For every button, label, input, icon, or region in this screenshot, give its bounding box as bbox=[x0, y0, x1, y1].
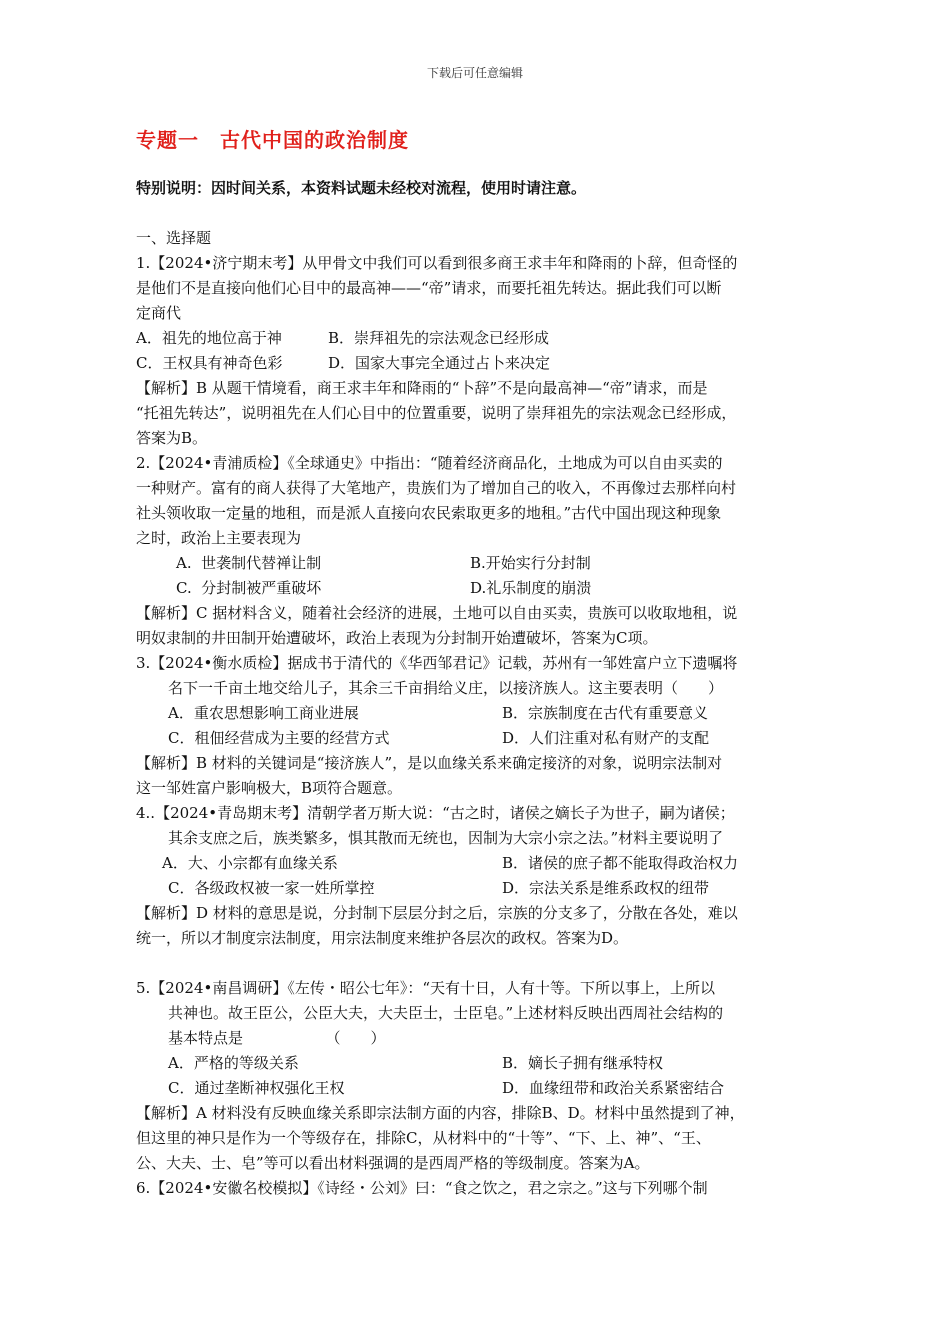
q3-option-d: D．人们注重对私有财产的支配 bbox=[502, 729, 710, 747]
page-header: 下载后可任意编辑 bbox=[426, 66, 523, 80]
document-title: 专题一 古代中国的政治制度 bbox=[136, 128, 409, 152]
q1-analysis-line: “托祖先转达”，说明祖先在人们心目中的位置重要，说明了崇拜祖先的宗法观念已经形成， bbox=[136, 404, 737, 422]
q2-option-b: B.开始实行分封制 bbox=[470, 554, 591, 572]
q4-options-row bbox=[136, 851, 826, 876]
q3-option-a: A．重农思想影响工商业进展 bbox=[168, 704, 359, 722]
q1-option-b: B．崇拜祖先的宗法观念已经形成 bbox=[328, 329, 550, 347]
q2-stem-line: 2.【2024•青浦质检】《全球通史》中指出：“随着经济商品化，土地成为可以自由买卖的 bbox=[136, 454, 723, 472]
q2-options-row bbox=[136, 576, 826, 601]
q5-stem-line: 5.【2024•南昌调研】《左传・昭公七年》：“天有十日，人有十等。下所以事上，上所以 bbox=[136, 979, 716, 997]
q3-analysis-line: 这一邹姓富户影响极大，B项符合题意。 bbox=[136, 779, 403, 797]
q1-options-row bbox=[136, 351, 826, 376]
q4-option-b: B．诸侯的庶子都不能取得政治权力 bbox=[502, 854, 739, 872]
q1-option-c: C．王权具有神奇色彩 bbox=[136, 354, 283, 372]
q5-analysis-line: 公、大夫、士、皂”等可以看出材料强调的是西周严格的等级制度。答案为A。 bbox=[136, 1154, 650, 1172]
q4-option-a: A．大、小宗都有血缘关系 bbox=[162, 854, 338, 872]
q4-analysis-line: 统一，所以才制度宗法制度，用宗法制度来维护各层次的政权。答案为D。 bbox=[136, 929, 629, 947]
q5-stem-line: 共神也。故王臣公，公臣大夫，大夫臣士，士臣皂。”上述材料反映出西周社会结构的 bbox=[168, 1004, 724, 1022]
q2-analysis-line: 明奴隶制的井田制开始遭破坏，政治上表现为分封制开始遭破坏，答案为C项。 bbox=[136, 629, 658, 647]
q1-analysis-line: 【解析】B 从题干情境看，商王求丰年和降雨的“卜辞”不是向最高神—“帝”请求，而是 bbox=[136, 379, 708, 397]
q2-option-a: A. 世袭制代替禅让制 bbox=[176, 554, 322, 572]
q1-options-row bbox=[136, 326, 826, 351]
document-body bbox=[136, 226, 826, 1201]
q2-analysis-line: 【解析】C 据材料含义，随着社会经济的进展，土地可以自由买卖，贵族可以收取地租，说 bbox=[136, 604, 738, 622]
q4-options-row bbox=[136, 876, 826, 901]
q4-stem-line: 4..【2024•青岛期末考】清朝学者万斯大说：“古之时，诸侯之嫡长子为世子，嗣为诸侯； bbox=[136, 804, 735, 822]
q5-options-row bbox=[136, 1051, 826, 1076]
q3-options-row bbox=[136, 726, 826, 751]
q6-stem-line: 6.【2024•安徽名校模拟】《诗经・公刘》曰：“食之饮之，君之宗之。”这与下列哪个制 bbox=[136, 1179, 708, 1197]
q1-analysis-line: 答案为B。 bbox=[136, 429, 208, 447]
q3-options-row bbox=[136, 701, 826, 726]
q4-stem-line: 其余支庶之后，族类繁多，惧其散而无统也，因制为大宗小宗之法。”材料主要说明了 bbox=[168, 829, 724, 847]
q1-option-d: D．国家大事完全通过占卜来决定 bbox=[328, 354, 551, 372]
q5-analysis-line: 但这里的神只是作为一个等级存在，排除C，从材料中的“十等”、“下、上、神”、“王、 bbox=[136, 1129, 711, 1147]
q5-analysis-line: 【解析】A 材料没有反映血缘关系即宗法制方面的内容，排除B、D。材料中虽然提到了神， bbox=[136, 1104, 745, 1122]
section-heading: 一、选择题 bbox=[136, 229, 212, 247]
q3-stem-line: 3.【2024•衡水质检】据成书于清代的《华西邹君记》记载，苏州有一邹姓富户立下遗嘱将 bbox=[136, 654, 738, 672]
q5-option-b: B．嫡长子拥有继承特权 bbox=[502, 1054, 664, 1072]
q3-analysis-line: 【解析】B 材料的关键词是“接济族人”，是以血缘关系来确定接济的对象，说明宗法制对 bbox=[136, 754, 723, 772]
q1-stem-line: 1.【2024•济宁期末考】从甲骨文中我们可以看到很多商王求丰年和降雨的卜辞，但奇怪的 bbox=[136, 254, 738, 272]
q1-stem-line: 定商代 bbox=[136, 304, 182, 322]
q3-option-b: B．宗族制度在古代有重要意义 bbox=[502, 704, 709, 722]
q2-stem-line: 之时，政治上主要表现为 bbox=[136, 529, 302, 547]
q2-options-row bbox=[136, 551, 826, 576]
q2-option-d: D.礼乐制度的崩溃 bbox=[470, 579, 592, 597]
special-notice: 特别说明：因时间关系，本资料试题未经校对流程，使用时请注意。 bbox=[136, 179, 587, 197]
q5-option-d: D．血缘纽带和政治关系紧密结合 bbox=[502, 1079, 725, 1097]
q1-stem-line: 是他们不是直接向他们心目中的最高神——“帝”请求，而要托祖先转达。据此我们可以断 bbox=[136, 279, 722, 297]
q2-stem-line: 社头领收取一定量的地租，而是派人直接向农民索取更多的地租。”古代中国出现这种现象 bbox=[136, 504, 722, 522]
blank-gap bbox=[136, 951, 826, 976]
q5-option-a: A．严格的等级关系 bbox=[168, 1054, 299, 1072]
q3-stem-line: 名下一千亩土地交给儿子，其余三千亩捐给义庄，以接济族人。这主要表明（ ） bbox=[168, 679, 724, 697]
q1-option-a: A．祖先的地位高于神 bbox=[136, 329, 282, 347]
q4-option-d: D．宗法关系是维系政权的纽带 bbox=[502, 879, 710, 897]
q5-option-c: C．通过垄断神权强化王权 bbox=[168, 1079, 345, 1097]
q4-option-c: C．各级政权被一家一姓所掌控 bbox=[168, 879, 375, 897]
q2-option-c: C. 分封制被严重破坏 bbox=[176, 579, 322, 597]
q3-option-c: C．租佃经营成为主要的经营方式 bbox=[168, 729, 390, 747]
q2-stem-line: 一种财产。富有的商人获得了大笔地产，贵族们为了增加自己的收入，不再像过去那样向村 bbox=[136, 479, 737, 497]
q5-options-row bbox=[136, 1076, 826, 1101]
q5-stem-line: 基本特点是 （ ） bbox=[168, 1029, 386, 1047]
q4-analysis-line: 【解析】D 材料的意思是说，分封制下层层分封之后，宗族的分支多了，分散在各处，难以 bbox=[136, 904, 738, 922]
